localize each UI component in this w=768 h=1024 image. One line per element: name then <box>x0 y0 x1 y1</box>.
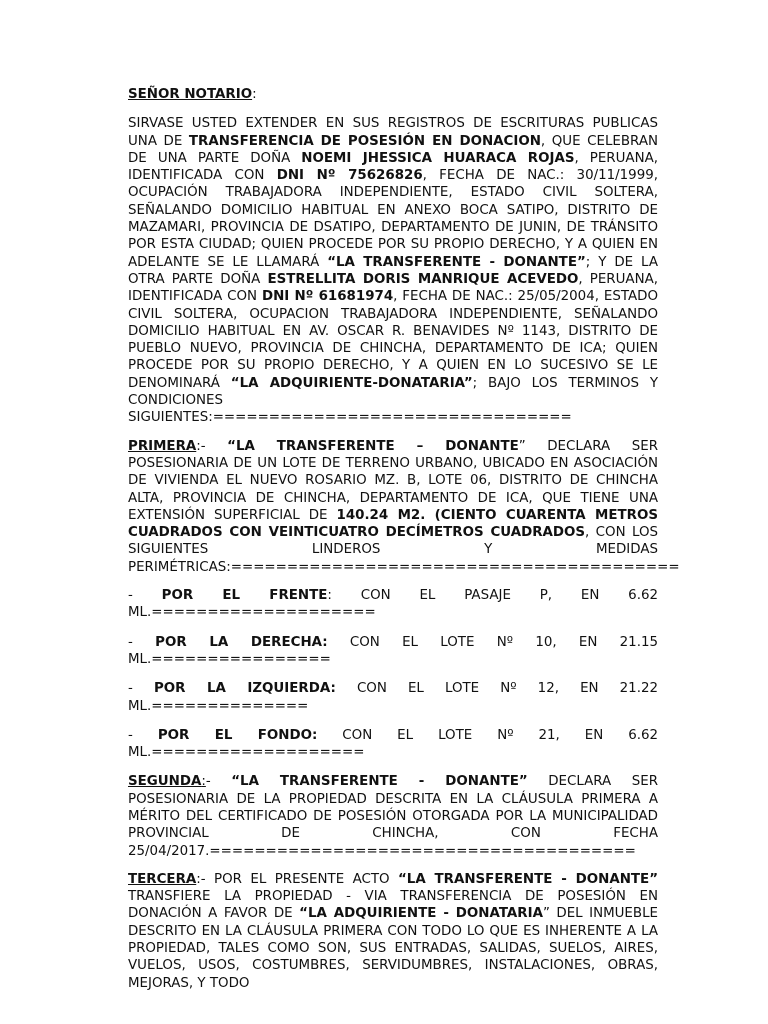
text-run: ; Y DE LA OTRA PARTE DOÑA <box>128 254 658 287</box>
boundary-frente <box>128 587 658 622</box>
text-run: “LA TRANSFERENTE – DONANTE <box>227 438 519 454</box>
boundary-izquierda <box>128 680 658 715</box>
text-run: - <box>128 634 156 650</box>
text-run: , FECHA DE NAC.: 30/11/1999, OCUPACIÓN TRABAJADORA INDEPENDIENTE, ESTADO CIVIL SOLTERA, SEÑALANDO DOMICILIO HABITUAL EN ANEXO BOCA SATIPO, DISTRITO DE MAZAMARI, PROVINCIA DE DSATIPO, DEPARTAMENTO DE JUNIN, DE TRÁNSITO POR ESTA CIUDAD; QUIEN PROCEDE POR SU PROPIO DERECHO, Y A QUIEN EN ADELANTE SE LE LLAMARÁ <box>128 168 658 270</box>
text-run: - <box>128 727 158 743</box>
text-run: : <box>201 774 206 790</box>
text-run: - <box>205 774 232 790</box>
text-run: DNI Nº 75626826 <box>276 168 423 184</box>
text-run: ” DEL INMUEBLE DESCRITO EN LA CLÁUSULA PRIMERA CON TODO LO QUE ES INHERENTE A LA PROPIEDAD, TALES COMO SON, SUS ENTRADAS, SALIDAS, SUELOS, AIRES, VUELOS, USOS, COSTUMBRES, SERVIDUMBRES, INSTALACIONES, OBRAS, MEJORAS, Y TODO <box>128 906 659 991</box>
text-run: SEGUNDA <box>128 774 202 790</box>
boundary-fondo <box>128 727 658 762</box>
text-run: POR LA DERECHA: <box>155 634 328 650</box>
text-run: TERCERA <box>128 871 197 887</box>
text-run: SIRVASE USTED EXTENDER EN SUS REGISTROS DE ESCRITURAS PUBLICAS UNA DE <box>128 116 658 149</box>
text-run: POR LA IZQUIERDA: <box>153 681 336 697</box>
text-run: CON EL LOTE Nº 10, EN 21.15 ML.================ <box>128 634 658 667</box>
text-run: “LA TRANSFERENTE - DONANTE” <box>327 254 586 270</box>
clause-primera <box>128 438 680 576</box>
text-run: SEÑOR NOTARIO <box>128 87 253 102</box>
text-run: 140.24 M2. (CIENTO CUARENTA METROS CUADRADOS CON VEINTICUATRO DECÍMETROS CUADRADOS <box>128 507 658 541</box>
text-run: , PERUANA, IDENTIFICADA CON <box>128 150 659 184</box>
text-run: , CON LOS SIGUIENTES LINDEROS Y MEDIDAS PERIMÉTRICAS:======================================== <box>128 525 680 575</box>
text-run: , PERUANA, IDENTIFICADA CON <box>128 271 659 305</box>
text-run: PRIMERA <box>128 438 197 454</box>
text-run: - <box>128 588 162 604</box>
text-run: ESTRELLITA DORIS MANRIQUE ACEVEDO <box>267 271 579 287</box>
text-run: POR EL FRENTE <box>161 588 328 604</box>
text-run: ” DECLARA SER POSESIONARIA DE UN LOTE DE TERRENO URBANO, UBICADO EN ASOCIACIÓN DE VIVIENDA EL NUEVO ROSARIO MZ. B, LOTE 06, DISTRITO DE CHINCHA ALTA, PROVINCIA DE CHINCHA, DEPARTAMENTO DE ICA, QUE TIENE UNA EXTENSIÓN SUPERFICIAL DE <box>128 438 658 523</box>
text-run: :- POR EL PRESENTE ACTO <box>196 871 398 887</box>
document-heading <box>128 86 658 103</box>
text-run: : <box>252 87 257 102</box>
text-run: , QUE CELEBRAN DE UNA PARTE DOÑA <box>128 133 658 166</box>
text-run: TRANSFIERE LA PROPIEDAD - VIA TRANSFERENCIA DE POSESIÓN EN DONACIÓN A FAVOR DE <box>128 889 658 922</box>
text-run: : CON EL PASAJE P, EN 6.62 ML.==================== <box>128 588 659 621</box>
clause-segunda <box>128 773 658 859</box>
text-run: TRANSFERENCIA DE POSESIÓN EN DONACION <box>188 133 541 149</box>
text-run: “LA TRANSFERENTE - DONANTE” <box>231 774 528 790</box>
text-run: POR EL FONDO: <box>157 727 318 743</box>
intro-paragraph <box>128 115 658 426</box>
text-run: CON EL LOTE Nº 12, EN 21.22 ML.============== <box>128 681 658 714</box>
text-run: NOEMI JHESSICA HUARACA ROJAS <box>301 150 575 166</box>
text-run: ; BAJO LOS TERMINOS Y CONDICIONES SIGUIENTES:================================ <box>128 375 658 426</box>
text-run: “LA ADQUIRIENTE - DONATARIA <box>299 906 543 922</box>
notarial-document <box>128 86 680 1003</box>
text-run: :- <box>196 438 228 454</box>
text-run: DECLARA SER POSESIONARIA DE LA PROPIEDAD DESCRITA EN LA CLÁUSULA PRIMERA A MÉRITO DEL CERTIFICADO DE POSESIÓN OTORGADA POR LA MUNICIPALIDAD PROVINCIAL DE CHINCHA, CON FECHA 25/04/2017.====================================== <box>128 774 659 859</box>
text-run: “LA ADQUIRIENTE-DONATARIA” <box>230 375 473 391</box>
text-run: , FECHA DE NAC.: 25/05/2004, ESTADO CIVIL SOLTERA, OCUPACION TRABAJADORA INDEPENDIENTE, SEÑALANDO DOMICILIO HABITUAL EN AV. OSCAR R. BENAVIDES Nº 1143, DISTRITO DE PUEBLO NUEVO, PROVINCIA DE CHINCHA, DEPARTAMENTO DE ICA; QUIEN PROCEDE POR SU PROPIO DERECHO, Y A QUIEN EN LO SUCESIVO SE LE DENOMINARÁ <box>128 289 658 391</box>
text-run: CON EL LOTE Nº 21, EN 6.62 ML.=================== <box>128 727 659 761</box>
text-run: - <box>128 681 154 697</box>
text-run: “LA TRANSFERENTE - DONANTE” <box>398 871 658 887</box>
boundary-derecha <box>128 634 658 669</box>
text-run: DNI Nº 61681974 <box>261 289 394 305</box>
clause-tercera <box>128 871 658 992</box>
